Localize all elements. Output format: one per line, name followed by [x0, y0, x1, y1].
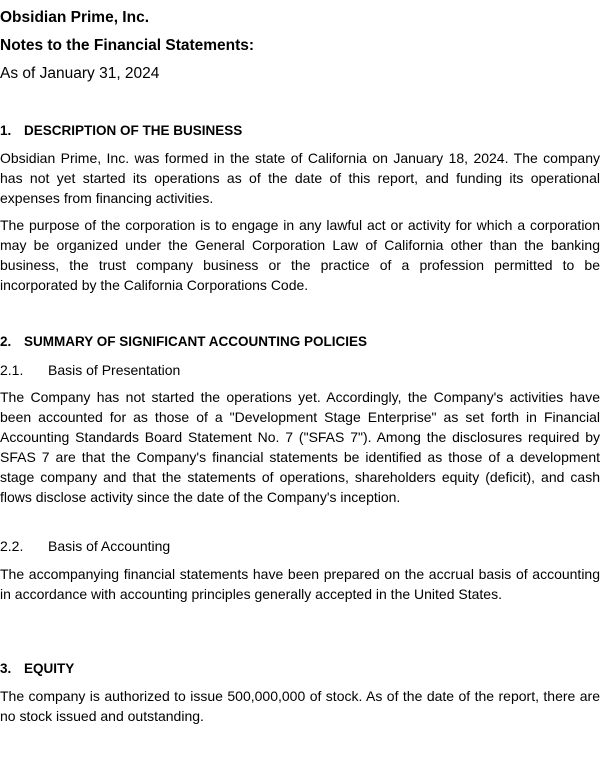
section-2-number: 2. [0, 334, 12, 349]
subsection-2-2-paragraph: The accompanying financial statements have been prepared on the accrual basis of accounting in accordance with accounting principles generally accepted in the United States. [0, 566, 600, 602]
subsection-2-2-title: Basis of Accounting [48, 538, 171, 554]
section-1-paragraph-1: Obsidian Prime, Inc. was formed in the state of California on January 18, 2024. The company has not yet started its operations as of the date of this report, and funding its operational expenses from financing activities. [0, 150, 600, 206]
section-1-number: 1. [0, 123, 12, 138]
subsection-2-1-number: 2.1. [0, 362, 24, 378]
section-1-heading [0, 123, 242, 139]
subsection-2-2-number: 2.2. [0, 538, 24, 554]
section-3-paragraph: The company is authorized to issue 500,000,000 of stock. As of the date of the report, there are no stock issued and outstanding. [0, 688, 600, 724]
section-3-heading [0, 661, 74, 677]
subsection-2-1-heading [0, 362, 180, 378]
document-title: Notes to the Financial Statements: [0, 37, 255, 54]
subsection-2-2-heading [0, 538, 170, 554]
section-3-title: EQUITY [24, 661, 75, 676]
subsection-2-1-paragraph: The Company has not started the operations yet. Accordingly, the Company's activities have been accounted for as those of a "Development Stage Enterprise" as set forth in Financial Accounting Standards Board Statement No. 7 ("SFAS 7"). Among the disclosures required by SFAS 7 are that the Company's financial statements be identified as those of a development stage company and that the statements of operations, shareholders equity (deficit), and cash flows disclose activity since the date of the Company's inception. [0, 389, 600, 505]
section-3-number: 3. [0, 661, 12, 676]
document-date: As of January 31, 2024 [0, 65, 160, 82]
section-2-title: SUMMARY OF SIGNIFICANT ACCOUNTING POLICIES [24, 334, 368, 349]
section-1-paragraph-2: The purpose of the corporation is to engage in any lawful act or activity for which a corporation may be organized under the General Corporation Law of California other than the banking business, the trust company business or the practice of a profession permitted to be incorporated by the California Corporations Code. [0, 217, 600, 293]
section-2-heading [0, 334, 367, 350]
company-name: Obsidian Prime, Inc. [0, 9, 150, 26]
subsection-2-1-title: Basis of Presentation [48, 362, 181, 378]
section-1-title: DESCRIPTION OF THE BUSINESS [24, 123, 243, 138]
